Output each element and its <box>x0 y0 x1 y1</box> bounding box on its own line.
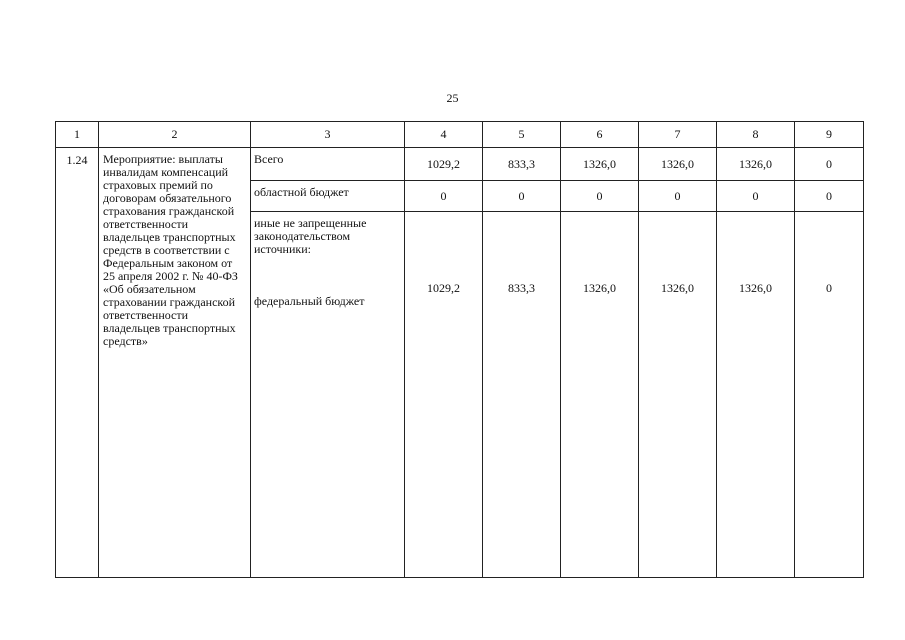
value-cell: 0 <box>795 181 864 212</box>
header-cell: 8 <box>717 122 795 148</box>
item-number: 1.24 <box>56 148 99 578</box>
header-cell: 1 <box>56 122 99 148</box>
value-cell: 1326,0 <box>717 148 795 181</box>
page-number: 25 <box>446 91 459 105</box>
source-label: Всего <box>251 148 405 181</box>
value-cell: 0 <box>483 181 561 212</box>
value-cell: 0 <box>795 212 864 578</box>
value-cell: 0 <box>795 148 864 181</box>
header-cell: 2 <box>99 122 251 148</box>
header-cell: 3 <box>251 122 405 148</box>
header-cell: 6 <box>561 122 639 148</box>
other-sources-label: иные не запрещенные законодательством источники: <box>254 216 367 256</box>
item-description: Мероприятие: выплаты инвалидам компенсаций страховых премий по договорам обязательного страхования гражданской ответственности владельцев транспортных средств в соответствии с Федеральным законом от 25 апреля 2002 г. № 40-ФЗ «Об обязательном страховании гражданской ответственности владельцев транспортных средств» <box>99 148 251 578</box>
value-cell: 1326,0 <box>639 148 717 181</box>
source-label: областной бюджет <box>251 181 405 212</box>
value-cell: 1029,2 <box>405 148 483 181</box>
value-cell: 0 <box>717 181 795 212</box>
header-cell: 4 <box>405 122 483 148</box>
value-cell: 1326,0 <box>561 212 639 578</box>
header-cell: 7 <box>639 122 717 148</box>
value-cell: 0 <box>405 181 483 212</box>
source-label: федеральный бюджет <box>254 294 365 308</box>
table-row-total <box>56 148 864 181</box>
value-cell: 0 <box>561 181 639 212</box>
header-cell: 5 <box>483 122 561 148</box>
value-cell: 1326,0 <box>717 212 795 578</box>
value-cell: 0 <box>639 181 717 212</box>
budget-table <box>55 121 864 578</box>
value-cell: 833,3 <box>483 212 561 578</box>
value-cell: 1326,0 <box>561 148 639 181</box>
source-cell <box>251 212 405 578</box>
header-cell: 9 <box>795 122 864 148</box>
value-cell: 833,3 <box>483 148 561 181</box>
value-cell: 1029,2 <box>405 212 483 578</box>
value-cell: 1326,0 <box>639 212 717 578</box>
header-row <box>56 122 864 148</box>
